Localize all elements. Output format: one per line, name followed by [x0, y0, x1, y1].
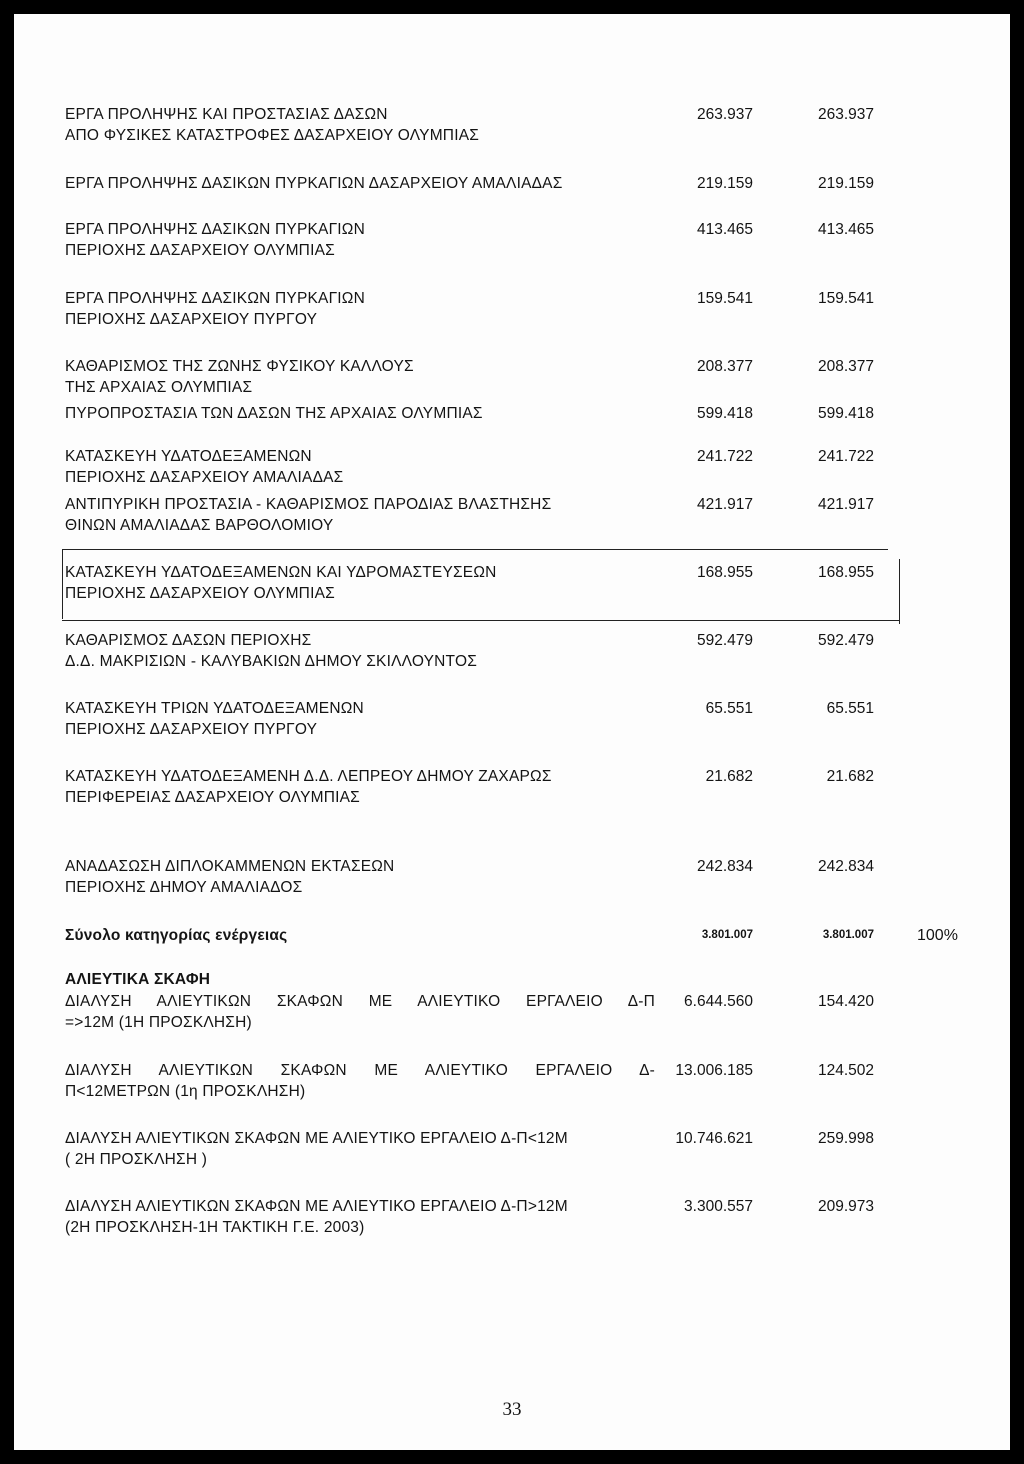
row-description — [65, 104, 655, 146]
description-line: ΠΥΡΟΠΡΟΣΤΑΣΙΑ ΤΩΝ ΔΑΣΩΝ ΤΗΣ ΑΡΧΑΙΑΣ ΟΛΥΜΠΙΑΣ — [65, 405, 483, 422]
description-line: =>12Μ (1Η ΠΡΟΣΚΛΗΣΗ) — [65, 1014, 252, 1031]
description-line: ΑΝΑΔΑΣΩΣΗ ΔΙΠΛΟΚΑΜΜΕΝΩΝ ΕΚΤΑΣΕΩΝ — [65, 858, 395, 875]
box-border-bottom — [62, 620, 900, 621]
row-value-2: 209.973 — [817, 1198, 874, 1215]
row-value-1: 6.644.560 — [684, 993, 753, 1010]
row-value-1: 599.418 — [696, 405, 753, 422]
row-description — [65, 766, 655, 808]
total-label: Σύνολο κατηγορίας ενέργειας — [65, 927, 288, 944]
row-description — [65, 1196, 655, 1238]
row-description — [65, 562, 655, 604]
box-border-top — [62, 549, 888, 550]
row-value-1: 421.917 — [696, 496, 753, 513]
row-description — [65, 630, 655, 672]
description-line: ΠΕΡΙΟΧΗΣ ΔΑΣΑΡΧΕΙΟΥ ΟΛΥΜΠΙΑΣ — [65, 242, 335, 259]
row-value-1: 159.541 — [696, 290, 753, 307]
row-value-2: 421.917 — [817, 496, 874, 513]
section-heading: ΑΛΙΕΥΤΙΚΑ ΣΚΑΦΗ — [65, 971, 211, 988]
row-value-2: 124.502 — [817, 1062, 874, 1079]
description-line: ΠΕΡΙΦΕΡΕΙΑΣ ΔΑΣΑΡΧΕΙΟΥ ΟΛΥΜΠΙΑΣ — [65, 789, 360, 806]
row-description — [65, 991, 655, 1033]
description-line: ΔΙΑΛΥΣΗ ΑΛΙΕΥΤΙΚΩΝ ΣΚΑΦΩΝ ΜΕ ΑΛΙΕΥΤΙΚΟ ΕΡΓΑΛΕΙΟ Δ- — [65, 1062, 655, 1079]
row-description — [65, 1060, 655, 1102]
row-description — [65, 403, 655, 424]
row-value-1: 592.479 — [696, 632, 753, 649]
description-line: ΚΑΤΑΣΚΕΥΗ ΥΔΑΤΟΔΕΞΑΜΕΝΗ Δ.Δ. ΛΕΠΡΕΟΥ ΔΗΜΟΥ ΖΑΧΑΡΩΣ — [65, 768, 552, 785]
description-line: ΔΙΑΛΥΣΗ ΑΛΙΕΥΤΙΚΩΝ ΣΚΑΦΩΝ ΜΕ ΑΛΙΕΥΤΙΚΟ ΕΡΓΑΛΕΙΟ Δ-Π — [65, 993, 655, 1010]
description-line: ΑΠΟ ΦΥΣΙΚΕΣ ΚΑΤΑΣΤΡΟΦΕΣ ΔΑΣΑΡΧΕΙΟΥ ΟΛΥΜΠΙΑΣ — [65, 127, 480, 144]
row-value-1: 263.937 — [696, 106, 753, 123]
description-line: ΠΕΡΙΟΧΗΣ ΔΗΜΟΥ ΑΜΑΛΙΑΔΟΣ — [65, 879, 303, 896]
description-line: ΚΑΤΑΣΚΕΥΗ ΤΡΙΩΝ ΥΔΑΤΟΔΕΞΑΜΕΝΩΝ — [65, 700, 364, 717]
row-value-2: 65.551 — [826, 700, 874, 717]
row-description — [65, 173, 655, 194]
description-line: ΔΙΑΛΥΣΗ ΑΛΙΕΥΤΙΚΩΝ ΣΚΑΦΩΝ ΜΕ ΑΛΙΕΥΤΙΚΟ ΕΡΓΑΛΕΙΟ Δ-Π>12Μ — [65, 1198, 568, 1215]
description-line: ΑΝΤΙΠΥΡΙΚΗ ΠΡΟΣΤΑΣΙΑ - ΚΑΘΑΡΙΣΜΟΣ ΠΑΡΟΔΙΑΣ ΒΛΑΣΤΗΣΗΣ — [65, 496, 552, 513]
row-description — [65, 1128, 655, 1170]
description-line: ΘΙΝΩΝ ΑΜΑΛΙΑΔΑΣ ΒΑΡΘΟΛΟΜΙΟΥ — [65, 517, 334, 534]
document-sheet — [14, 14, 1010, 1450]
row-value-2: 259.998 — [817, 1130, 874, 1147]
description-line: Π<12ΜΕΤΡΩΝ (1η ΠΡΟΣΚΛΗΣΗ) — [65, 1083, 306, 1100]
row-value-1: 21.682 — [705, 768, 753, 785]
box-border-left — [62, 549, 63, 619]
description-line: ΚΑΤΑΣΚΕΥΗ ΥΔΑΤΟΔΕΞΑΜΕΝΩΝ ΚΑΙ ΥΔΡΟΜΑΣΤΕΥΣΕΩΝ — [65, 564, 497, 581]
description-line: ΠΕΡΙΟΧΗΣ ΔΑΣΑΡΧΕΙΟΥ ΑΜΑΛΙΑΔΑΣ — [65, 469, 344, 486]
row-description — [65, 698, 655, 740]
description-line: ΚΑΘΑΡΙΣΜΟΣ ΔΑΣΩΝ ΠΕΡΙΟΧΗΣ — [65, 632, 312, 649]
row-value-2: 159.541 — [817, 290, 874, 307]
row-value-1: 10.746.621 — [675, 1130, 753, 1147]
row-value-1: 241.722 — [696, 448, 753, 465]
description-line: ΕΡΓΑ ΠΡΟΛΗΨΗΣ ΔΑΣΙΚΩΝ ΠΥΡΚΑΓΙΩΝ — [65, 290, 365, 307]
description-line: ΚΑΤΑΣΚΕΥΗ ΥΔΑΤΟΔΕΞΑΜΕΝΩΝ — [65, 448, 312, 465]
row-description — [65, 446, 655, 488]
row-value-2: 599.418 — [817, 405, 874, 422]
row-value-1: 219.159 — [696, 175, 753, 192]
row-description — [65, 288, 655, 330]
row-value-2: 242.834 — [817, 858, 874, 875]
description-line: ΕΡΓΑ ΠΡΟΛΗΨΗΣ ΔΑΣΙΚΩΝ ΠΥΡΚΑΓΙΩΝ ΔΑΣΑΡΧΕΙΟΥ ΑΜΑΛΙΑΔΑΣ — [65, 175, 563, 192]
row-value-2: 219.159 — [817, 175, 874, 192]
row-description — [65, 856, 655, 898]
row-value-2: 241.722 — [817, 448, 874, 465]
description-line: (2Η ΠΡΟΣΚΛΗΣΗ-1Η ΤΑΚΤΙΚΗ Γ.Ε. 2003) — [65, 1219, 365, 1236]
row-value-1: 65.551 — [705, 700, 753, 717]
row-value-2: 208.377 — [817, 358, 874, 375]
description-line: ΠΕΡΙΟΧΗΣ ΔΑΣΑΡΧΕΙΟΥ ΠΥΡΓΟΥ — [65, 721, 318, 738]
row-value-1: 3.300.557 — [684, 1198, 753, 1215]
row-description — [65, 356, 655, 398]
row-value-2: 413.465 — [817, 221, 874, 238]
row-value-1: 413.465 — [696, 221, 753, 238]
description-line: ( 2Η ΠΡΟΣΚΛΗΣΗ ) — [65, 1151, 208, 1168]
row-value-2: 592.479 — [817, 632, 874, 649]
description-line: ΕΡΓΑ ΠΡΟΛΗΨΗΣ ΚΑΙ ΠΡΟΣΤΑΣΙΑΣ ΔΑΣΩΝ — [65, 106, 388, 123]
row-value-2: 263.937 — [817, 106, 874, 123]
page-number: 33 — [502, 1399, 522, 1420]
description-line: ΤΗΣ ΑΡΧΑΙΑΣ ΟΛΥΜΠΙΑΣ — [65, 379, 253, 396]
row-value-2: 21.682 — [826, 768, 874, 785]
description-line: ΕΡΓΑ ΠΡΟΛΗΨΗΣ ΔΑΣΙΚΩΝ ΠΥΡΚΑΓΙΩΝ — [65, 221, 365, 238]
row-value-2: 168.955 — [817, 564, 874, 581]
row-value-1: 208.377 — [696, 358, 753, 375]
total-value-1: 3.801.007 — [701, 929, 753, 941]
description-line: Δ.Δ. ΜΑΚΡΙΣΙΩΝ - ΚΑΛΥΒΑΚΙΩΝ ΔΗΜΟΥ ΣΚΙΛΛΟΥΝΤΟΣ — [65, 653, 477, 670]
row-description — [65, 494, 655, 536]
row-value-2: 154.420 — [817, 993, 874, 1010]
description-line: ΔΙΑΛΥΣΗ ΑΛΙΕΥΤΙΚΩΝ ΣΚΑΦΩΝ ΜΕ ΑΛΙΕΥΤΙΚΟ ΕΡΓΑΛΕΙΟ Δ-Π<12Μ — [65, 1130, 568, 1147]
total-percentage: 100% — [917, 927, 958, 944]
box-border-right — [899, 559, 900, 624]
row-value-1: 168.955 — [696, 564, 753, 581]
row-value-1: 13.006.185 — [675, 1062, 753, 1079]
row-value-1: 242.834 — [696, 858, 753, 875]
row-description — [65, 219, 655, 261]
description-line: ΠΕΡΙΟΧΗΣ ΔΑΣΑΡΧΕΙΟΥ ΟΛΥΜΠΙΑΣ — [65, 585, 335, 602]
description-line: ΠΕΡΙΟΧΗΣ ΔΑΣΑΡΧΕΙΟΥ ΠΥΡΓΟΥ — [65, 311, 318, 328]
description-line: ΚΑΘΑΡΙΣΜΟΣ ΤΗΣ ΖΩΝΗΣ ΦΥΣΙΚΟΥ ΚΑΛΛΟΥΣ — [65, 358, 414, 375]
total-value-2: 3.801.007 — [822, 929, 874, 941]
